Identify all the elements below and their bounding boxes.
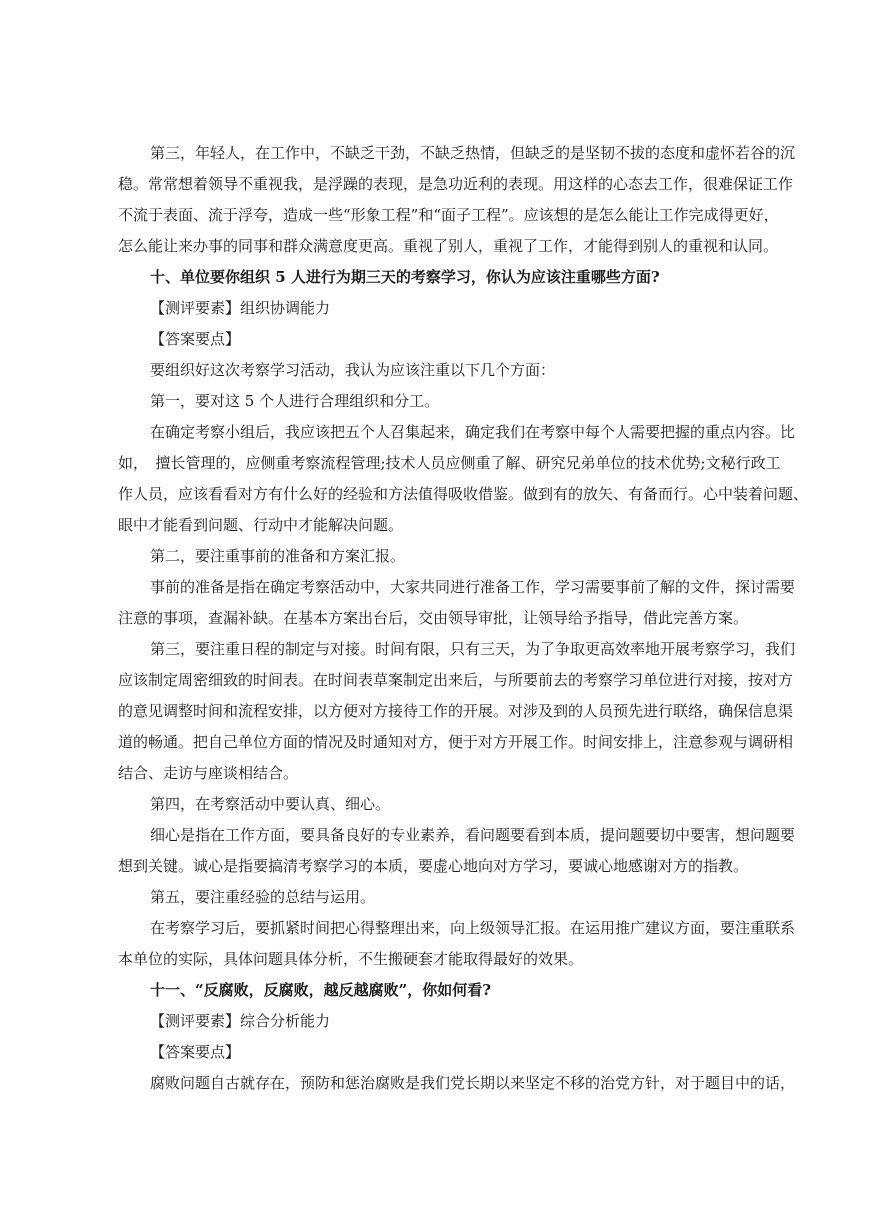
text-line: 不流于表面、流于浮夸，造成一些“形象工程”和“面子工程”。应该想的是怎么能让工作完成得更好， [118, 206, 779, 224]
document-page [118, 138, 808, 1099]
question-heading-line: 十、单位要你组织 5 人进行为期三天的考察学习，你认为应该注重哪些方面? [150, 268, 660, 286]
text-line: 道的畅通。把自己单位方面的情况及时通知对方，便于对方开展工作。时间安排上，注意参观与调研相 [118, 733, 794, 751]
text-line: 细心是指在工作方面，要具备良好的专业素养，看问题要看到本质，提问题要切中要害，想问题要 [150, 826, 796, 844]
text-line: 【答案要点】 [150, 330, 241, 348]
text-line: 本单位的实际，具体问题具体分析，不生搬硬套才能取得最好的效果。 [118, 950, 584, 968]
text-line: 在确定考察小组后，我应该把五个人召集起来，确定我们在考察中每个人需要把握的重点内容。比 [150, 423, 796, 441]
text-line: 稳。常常想着领导不重视我，是浮躁的表现，是急功近利的表现。用这样的心态去工作，很难保证工作 [118, 175, 794, 193]
text-line: 的意见调整时间和流程安排，以方便对方接待工作的开展。对涉及到的人员预先进行联络，确保信息渠 [118, 702, 794, 720]
text-line: 在考察学习后，要抓紧时间把心得整理出来，向上级领导汇报。在运用推广建议方面，要注重联系 [150, 919, 796, 937]
text-line: 腐败问题自古就存在，预防和惩治腐败是我们党长期以来坚定不移的治党方针，对于题目中的话， [150, 1074, 796, 1092]
text-line: 眼中才能看到问题、行动中才能解决问题。 [118, 516, 404, 534]
text-line: 注意的事项，查漏补缺。在基本方案出台后，交由领导审批，让领导给予指导，借此完善方案。 [118, 609, 749, 627]
text-line: 第二，要注重事前的准备和方案汇报。 [150, 547, 406, 565]
text-line: 第三，要注重日程的制定与对接。时间有限，只有三天，为了争取更高效率地开展考察学习，我们 [150, 640, 796, 658]
text-line: 怎么能让来办事的同事和群众满意度更高。重视了别人，重视了工作，才能得到别人的重视和认同。 [118, 237, 779, 255]
text-line: 第三，年轻人，在工作中，不缺乏干劲，不缺乏热情，但缺乏的是坚韧不拔的态度和虚怀若谷的沉 [150, 144, 796, 162]
text-line: 【答案要点】 [150, 1043, 241, 1061]
text-line: 结合、走访与座谈相结合。 [118, 764, 299, 782]
text-line: 应该制定周密细致的时间表。在时间表草案制定出来后，与所要前去的考察学习单位进行对接，按对方 [118, 671, 794, 689]
text-line: 第五，要注重经验的总结与运用。 [150, 888, 376, 906]
question-heading-line: 十一、“反腐败，反腐败，越反越腐败”，你如何看? [150, 981, 492, 999]
text-line: 【测评要素】综合分析能力 [150, 1012, 331, 1030]
text-line: 如， 擅长管理的，应侧重考察流程管理;技术人员应侧重了解、研究兄弟单位的技术优势;文秘行政工 [118, 454, 781, 472]
text-line: 【测评要素】组织协调能力 [150, 299, 331, 317]
text-line: 作人员，应该看看对方有什么好的经验和方法值得吸收借鉴。做到有的放矢、有备而行。心中装着问题、 [118, 485, 809, 503]
text-line: 要组织好这次考察学习活动，我认为应该注重以下几个方面： [150, 361, 556, 379]
text-line: 第四，在考察活动中要认真、细心。 [150, 795, 391, 813]
text-line: 事前的准备是指在确定考察活动中，大家共同进行准备工作，学习需要事前了解的文件，探讨需要 [150, 578, 796, 596]
text-line: 想到关键。诚心是指要搞清考察学习的本质，要虚心地向对方学习，要诚心地感谢对方的指教。 [118, 857, 749, 875]
text-line: 第一，要对这 5 个人进行合理组织和分工。 [150, 392, 440, 410]
